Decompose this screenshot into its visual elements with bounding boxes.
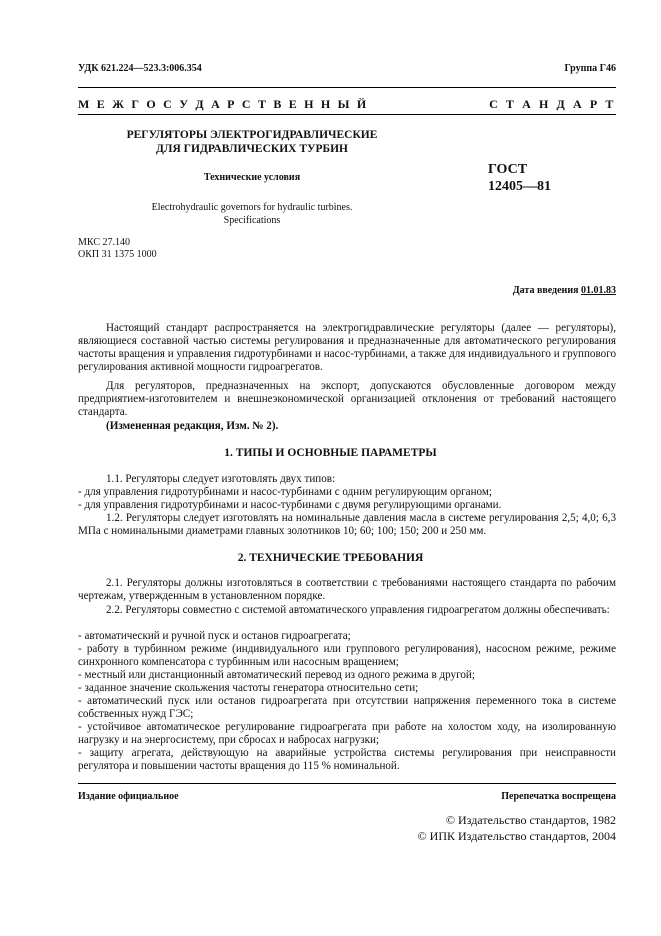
subtitle: Технические условия [203,172,301,183]
section-2-heading: 2. ТЕХНИЧЕСКИЕ ТРЕБОВАНИЯ [237,552,424,564]
okp-code: ОКП 31 1375 1000 [78,249,157,260]
clause-2-2-item-7: - защиту агрегата, действующую на аварийные устройства системы регулирования при неисправности регулятора и повышении частоты вращения до 115 % номинальной. [78,747,616,772]
clause-2-2-item-2: - работу в турбинном режиме (индивидуального или группового регулирования), насосном режиме, режиме синхронного компенсатора с турбинным или насосным вращением; [78,643,616,668]
reprint-prohibited: Перепечатка воспрещена [501,791,616,802]
intro-paragraph-1: Настоящий стандарт распространяется на электрогидравлические регуляторы (далее — регуляторы), являющиеся составной частью системы регулирования и предназначенные для автоматического регулирования частоты вращения и управления гидротурбинами и насос-турбинами, а также для индивидуального и группового регулирования активной мощности гидроагрегатов. [78,322,616,373]
copyright-2004: © ИПК Издательство стандартов, 2004 [417,829,616,843]
clause-1-1: 1.1. Регуляторы следует изготовлять двух типов: [106,473,336,485]
title-line-1: РЕГУЛЯТОРЫ ЭЛЕКТРОГИДРАВЛИЧЕСКИЕ [126,129,378,141]
english-title-line-1: Electrohydraulic governors for hydraulic turbines. [151,202,353,213]
gost-label: ГОСТ [488,162,528,177]
clause-2-2-item-5: - автоматический пуск или останов гидроагрегата при отсутствии напряжения переменного тока в системе собственных нужд ГЭС; [78,695,616,720]
gost-number: 12405—81 [488,179,551,194]
clause-1-1-item-1: - для управления гидротурбинами и насос-турбинами с одним регулирующим органом; [78,486,492,498]
section-1-heading: 1. ТИПЫ И ОСНОВНЫЕ ПАРАМЕТРЫ [224,447,437,459]
clause-2-2: 2.2. Регуляторы совместно с системой автоматического управления гидроагрегатом должны обеспечивать: [106,604,610,616]
clause-2-2-item-1: - автоматический и ручной пуск и останов гидроагрегата; [78,630,351,642]
gost-designation [488,161,551,195]
official-edition: Издание официальное [78,791,179,802]
intro-date [513,285,616,296]
copyright-1982: © Издательство стандартов, 1982 [445,813,616,827]
intro-paragraph-2: Для регуляторов, предназначенных на экспорт, допускаются обусловленные договором между предприятием-изготовителем и внешнеэкономической организацией отклонения от требований настоящего стандарта. [78,380,616,418]
clause-1-1-item-2: - для управления гидротурбинами и насос-турбинами с двумя регулирующими органами. [78,499,502,511]
intro-date-label: Дата введения [512,285,579,296]
footer-rule [78,783,616,784]
clause-2-1: 2.1. Регуляторы должны изготовляться в соответствии с требованиями настоящего стандарта по рабочим чертежам, утвержденным в установленном порядке. [78,577,616,602]
mks-code: МКС 27.140 [78,237,130,248]
clause-1-2: 1.2. Регуляторы следует изготовлять на номинальные давления масла в системе регулирования 2,5; 4,0; 6,3 МПа с номинальными диаметрами главных золотников 10; 60; 100; 150; 200 и 250 мм. [78,512,616,537]
intro-date-value: 01.01.83 [581,285,616,296]
banner-interstate: М Е Ж Г О С У Д А Р С Т В Е Н Н Ы Й [78,97,369,111]
banner-rule [78,114,616,115]
classification-codes [78,237,157,261]
udc-code: УДК 621.224—523.3:006.354 [78,63,202,74]
top-rule [78,87,616,88]
amendment-note: (Измененная редакция, Изм. № 2). [106,420,279,432]
clause-2-2-item-6: - устойчивое автоматическое регулирование гидроагрегата при работе на холостом ходу, на изолированную нагрузку и на энергосистему, при сбросах и набросах нагрузки; [78,721,616,746]
copyright-block [418,812,616,844]
english-title [78,201,426,227]
group-code: Группа Г46 [564,63,616,74]
title-block [78,128,426,156]
clause-2-2-item-4: - заданное значение скольжения частоты генератора относительно сети; [78,682,419,694]
english-title-line-2: Specifications [223,215,281,226]
banner-standard: С Т А Н Д А Р Т [489,97,616,111]
clause-2-2-item-3: - местный или дистанционный автоматический перевод из одного режима в другой; [78,669,475,681]
title-line-2: ДЛЯ ГИДРАВЛИЧЕСКИХ ТУРБИН [156,143,348,155]
